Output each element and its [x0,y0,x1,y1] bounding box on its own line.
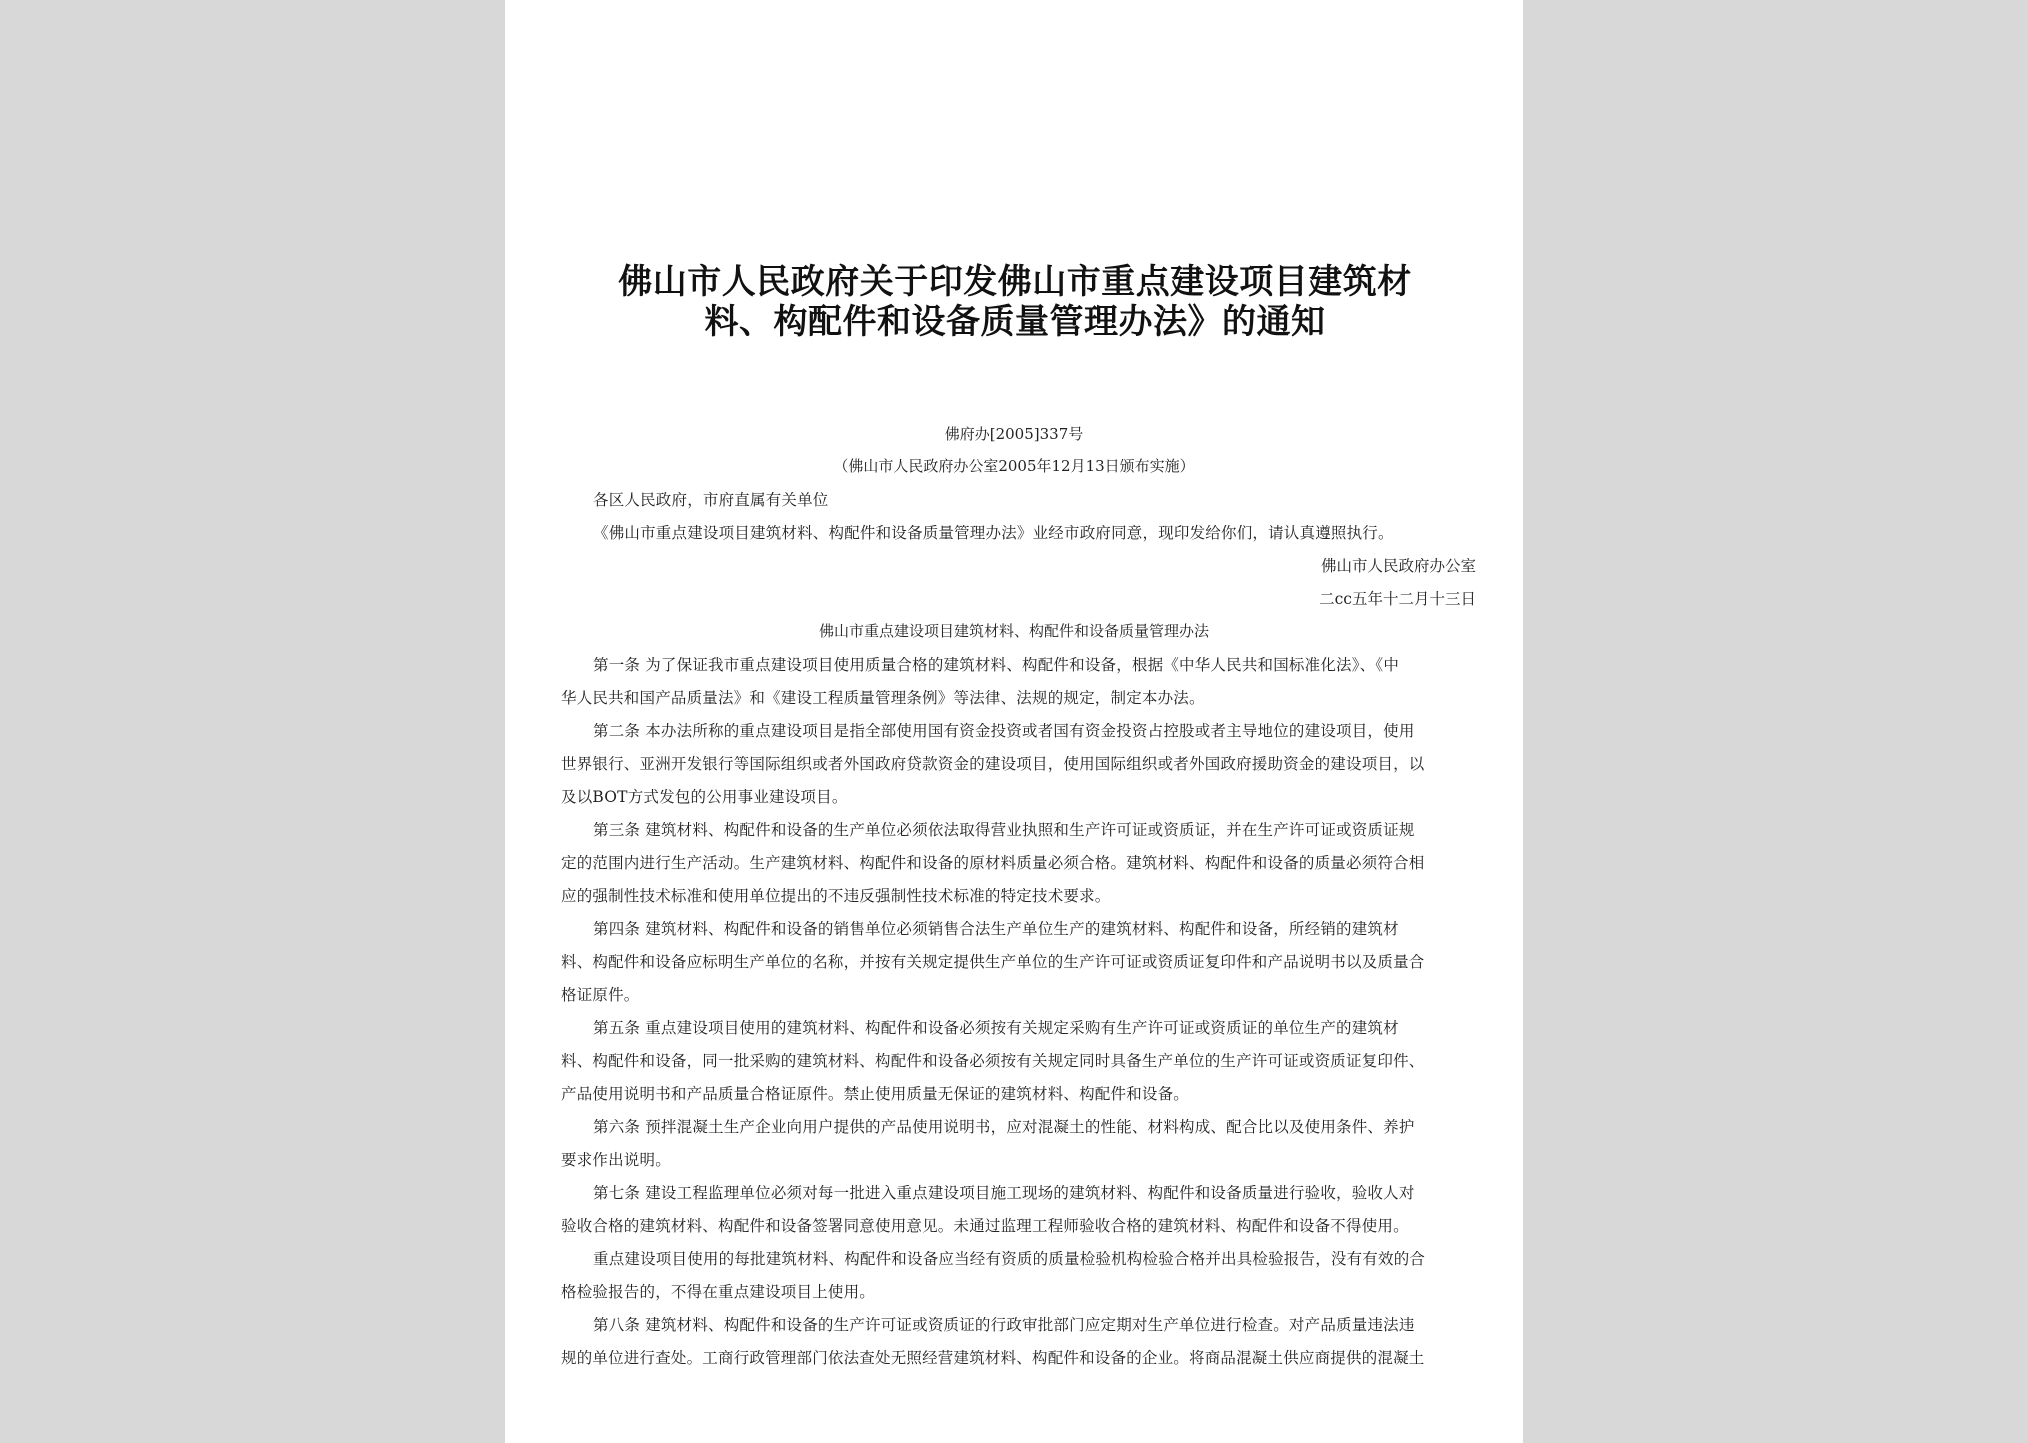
document-page [505,0,1523,1443]
body-line: 格检验报告的，不得在重点建设项目上使用。 [561,1283,876,1301]
body-line: 及以BOT方式发包的公用事业建设项目。 [561,788,848,806]
body-line: 规的单位进行查处。工商行政管理部门依法查处无照经营建筑材料、构配件和设备的企业。将商品混凝土供应商提供的混凝土 [561,1349,1425,1367]
body-line: 验收合格的建筑材料、构配件和设备签署同意使用意见。未通过监理工程师验收合格的建筑材料、构配件和设备不得使用。 [561,1217,1409,1235]
signature-office: 佛山市人民政府办公室 [1320,557,1476,575]
body-line: 应的强制性技术标准和使用单位提出的不违反强制性技术标准的特定技术要求。 [561,887,1111,905]
body-line: 料、构配件和设备应标明生产单位的名称，并按有关规定提供生产单位的生产许可证或资质证复印件和产品说明书以及质量合 [561,953,1425,971]
title-line-1: 佛山市人民政府关于印发佛山市重点建设项目建筑材 [618,262,1412,302]
body-line: 第四条 建筑材料、构配件和设备的销售单位必须销售合法生产单位生产的建筑材料、构配件和设备，所经销的建筑材 [593,920,1399,938]
body-line: 定的范围内进行生产活动。生产建筑材料、构配件和设备的原材料质量必须合格。建筑材料、构配件和设备的质量必须符合相 [561,854,1425,872]
body-line: 世界银行、亚洲开发银行等国际组织或者外国政府贷款资金的建设项目，使用国际组织或者外国政府援助资金的建设项目，以 [561,755,1425,773]
body-line: 华人民共和国产品质量法》和《建设工程质量管理条例》等法律、法规的规定，制定本办法。 [561,689,1205,707]
body-line: 第二条 本办法所称的重点建设项目是指全部使用国有资金投资或者国有资金投资占控股或者主导地位的建设项目，使用 [593,722,1415,740]
body-line: 格证原件。 [561,986,640,1004]
body-line: 第三条 建筑材料、构配件和设备的生产单位必须依法取得营业执照和生产许可证或资质证，并在生产许可证或资质证规 [593,821,1415,839]
document-title [600,262,1430,342]
body-line: 第一条 为了保证我市重点建设项目使用质量合格的建筑材料、构配件和设备，根据《中华人民共和国标准化法》、《中 [593,656,1400,674]
signature-date: 二cc五年十二月十三日 [1319,590,1476,608]
title-line-2: 料、构配件和设备质量管理办法》的通知 [704,302,1326,342]
regulation-subtitle: 佛山市重点建设项目建筑材料、构配件和设备质量管理办法 [818,622,1209,640]
body-line: 要求作出说明。 [561,1151,671,1169]
body-line: 第七条 建设工程监理单位必须对每一批进入重点建设项目施工现场的建筑材料、构配件和设备质量进行验收，验收人对 [593,1184,1415,1202]
body-line: 重点建设项目使用的每批建筑材料、构配件和设备应当经有资质的质量检验机构检验合格并出具检验报告，没有有效的合 [593,1250,1426,1268]
document-number: 佛府办[2005]337号 [944,425,1084,443]
intro-paragraph: 《佛山市重点建设项目建筑材料、构配件和设备质量管理办法》业经市政府同意，现印发给你们，请认真遵照执行。 [593,524,1394,542]
body-line: 第六条 预拌混凝土生产企业向用户提供的产品使用说明书，应对混凝土的性能、材料构成、配合比以及使用条件、养护 [593,1118,1415,1136]
issuance-note: （佛山市人民政府办公室2005年12月13日颁布实施） [833,457,1195,475]
body-line: 料、构配件和设备，同一批采购的建筑材料、构配件和设备必须按有关规定同时具备生产单位的生产许可证或资质证复印件、 [561,1052,1425,1070]
body-line: 第五条 重点建设项目使用的建筑材料、构配件和设备必须按有关规定采购有生产许可证或资质证的单位生产的建筑材 [593,1019,1399,1037]
body-line: 产品使用说明书和产品质量合格证原件。禁止使用质量无保证的建筑材料、构配件和设备。 [561,1085,1190,1103]
body-line: 第八条 建筑材料、构配件和设备的生产许可证或资质证的行政审批部门应定期对生产单位进行检查。对产品质量违法违 [593,1316,1415,1334]
salutation: 各区人民政府，市府直属有关单位 [593,491,829,509]
